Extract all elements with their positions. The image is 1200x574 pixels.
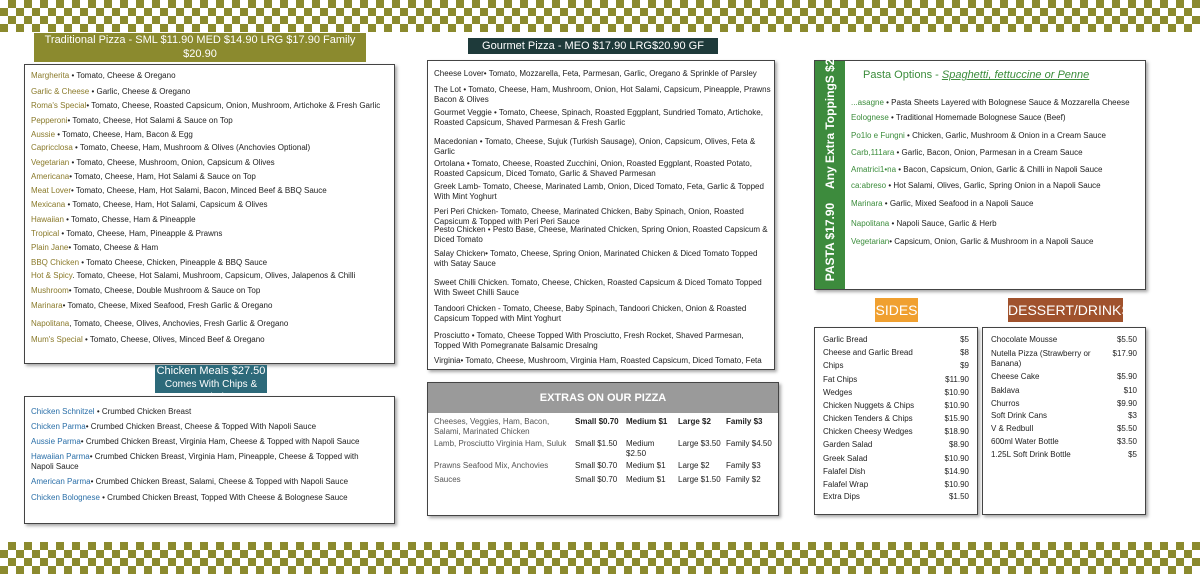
- pizza-name: Margherita: [31, 71, 70, 80]
- side-name: Garlic Bread: [823, 335, 868, 344]
- pizza-name: Napolitana: [31, 319, 70, 328]
- pasta-description: • Napoli Sauce, Garlic & Herb: [889, 219, 997, 228]
- pizza-name: Mum's Special: [31, 335, 83, 344]
- pizza-description: • Tomato, Cheese, Ham, Mushroom & Olives (Anchovies Optional): [72, 143, 311, 152]
- side-name: Chicken Cheesy Wedges: [823, 427, 913, 436]
- extras-large: Large $2: [678, 417, 711, 426]
- pasta-description: • Bacon, Capsicum, Onion, Garlic & Chilli in Napoli Sauce: [896, 165, 1103, 174]
- gourmet-pizza-item: Gourmet Veggie • Tomato, Cheese, Spinach, Roasted Eggplant, Sundried Tomato, Artichoke, Roasted Capsicum, Shaved Parmesan & Fresh Garlic: [434, 108, 763, 127]
- pasta-item: [851, 237, 1093, 247]
- gourmet-pizza-title: Gourmet Pizza - MEO $17.90 LRG$20.90 GF: [482, 40, 704, 52]
- chicken-meal-item: [31, 407, 381, 417]
- dessert-title: DESSERT/DRINKS: [1008, 302, 1131, 318]
- gourmet-pizza-item: Salay Chicken• Tomato, Cheese, Spring Onion, Marinated Chicken & Diced Tomato Topped with Satay Sauce: [434, 249, 758, 268]
- chicken-meals-price: Chicken Meals $27.50: [156, 365, 266, 377]
- dessert-item: [991, 411, 1137, 421]
- pasta-description: • Garlic, Bacon, Onion, Parmesan in a Cream Sauce: [894, 148, 1083, 157]
- gourmet-pizza-item: Ortolana • Tomato, Cheese, Roasted Zucchini, Onion, Roasted Eggplant, Roasted Potato, Roasted Capsicum, Diced Tomato, Garlic & Shaved Parmesan: [434, 159, 752, 178]
- side-price: $8.90: [948, 440, 969, 449]
- pizza-description: • Tomato, Cheese, Ham, Hot Salami & Sauce on Top: [69, 172, 256, 181]
- traditional-pizza-item: [31, 335, 265, 345]
- extras-small: Small $1.50: [575, 439, 618, 448]
- pasta-item: [851, 199, 1033, 209]
- dessert-name: Chocolate Mousse: [991, 335, 1058, 344]
- traditional-pizza-item: [31, 200, 268, 210]
- dessert-item: [991, 399, 1137, 409]
- pasta-name: Eolognese: [851, 113, 889, 122]
- side-price: $10.90: [944, 480, 969, 489]
- pizza-name: Mushroom: [31, 286, 69, 295]
- side-price: $8: [960, 348, 969, 357]
- pizza-description: • Tomato Cheese, Chicken, Pineapple & BBQ Sauce: [79, 258, 268, 267]
- pizza-name: Capricclosa: [31, 143, 73, 152]
- side-name: Chicken Tenders & Chips: [823, 414, 913, 423]
- pizza-name: Americana: [31, 172, 70, 181]
- sides-header: [875, 298, 918, 322]
- pizza-description: • Tomato, Cheese, Ham, Hot Salami, Bacon, Minced Beef & BBQ Sauce: [71, 186, 327, 195]
- pizza-name: Hawaiian: [31, 215, 64, 224]
- chicken-meal-name: American Parma: [31, 477, 91, 486]
- extras-family: Family $2: [726, 475, 761, 484]
- pasta-item: [851, 181, 1101, 191]
- pizza-description: • Tomato, Cheese, Mushroom, Onion, Capsicum & Olives: [69, 158, 275, 167]
- gourmet-pizza-item: Prosciutto • Tomato, Cheese Topped With Prosciutto, Fresh Rocket, Shaved Parmesan, Topped With Pomegranate Balsamic Dresalng: [434, 331, 744, 350]
- pasta-extra-toppings: Any Extra ToppingS $2: [823, 58, 837, 189]
- extras-panel: [427, 382, 779, 516]
- pizza-name: Pepperoni: [31, 116, 68, 125]
- extras-label: Sauces: [434, 475, 461, 484]
- pasta-item: [851, 165, 1103, 175]
- traditional-pizza-item: [31, 172, 256, 182]
- extras-title: EXTRAS ON OUR PIZZA: [539, 392, 667, 404]
- pasta-name: Marinara: [851, 199, 883, 208]
- traditional-pizza-item: [31, 319, 288, 329]
- chicken-meal-item: [31, 437, 381, 447]
- chicken-meal-name: Chicken Schnitzel: [31, 407, 95, 416]
- dessert-item: [991, 386, 1137, 396]
- traditional-pizza-header: [34, 33, 366, 62]
- traditional-pizza-item: [31, 286, 260, 296]
- pizza-description: • Tomato, Cheese, Hot Salami & Sauce on Top: [67, 116, 233, 125]
- side-price: $1.50: [948, 492, 969, 501]
- chicken-meal-description: • Crumbed Chicken Breast, Virginia Ham, Pineapple, Cheese & Topped with Napoli Sauce: [31, 452, 359, 471]
- pizza-description: • Tomato, Cheese, Ham, Hot Salami, Capsicum & Olives: [65, 200, 268, 209]
- pasta-side-banner: [815, 58, 845, 289]
- extras-small: Small $0.70: [575, 417, 619, 426]
- extras-medium: Medium $2.50: [626, 439, 655, 458]
- pizza-name: Vegetarian: [31, 158, 70, 167]
- pasta-name: Napolitana: [851, 219, 890, 228]
- dessert-price: $17.90: [1112, 349, 1137, 358]
- extras-family: Family $3: [726, 461, 761, 470]
- pasta-item: [851, 98, 1130, 108]
- pasta-description: • Chicken, Garlic, Mushroom & Onion in a Cream Sauce: [904, 131, 1106, 140]
- pasta-name: Po1lo e Fungni: [851, 131, 905, 140]
- pasta-description: • Traditional Homemade Bolognese Sauce (Beef): [888, 113, 1066, 122]
- traditional-pizza-item: [31, 243, 158, 253]
- pasta-description: • Pasta Sheets Layered with Bolognese Sauce & Mozzarella Cheese: [883, 98, 1130, 107]
- pizza-description: • Tomato, Cheese, Ham, Pineapple & Prawns: [59, 229, 223, 238]
- side-item: [823, 375, 969, 385]
- pasta-description: • Garlic, Mixed Seafood in a Napoli Sauce: [882, 199, 1034, 208]
- pasta-item: [851, 148, 1083, 158]
- side-name: Chips: [823, 361, 844, 370]
- chicken-meal-name: Chicken Bolognese: [31, 493, 100, 502]
- pasta-price: PASTA $17.90: [823, 202, 837, 282]
- chicken-meal-item: [31, 422, 381, 432]
- traditional-pizza-item: [31, 143, 310, 153]
- side-name: Garden Salad: [823, 440, 873, 449]
- traditional-pizza-item: [31, 258, 267, 268]
- checker-border-top: [0, 0, 1200, 32]
- pizza-name: Plain Jane: [31, 243, 69, 252]
- traditional-pizza-item: [31, 158, 275, 168]
- dessert-item: [991, 335, 1137, 345]
- pasta-description: • Capsicum, Onion, Garlic & Mushroom in a Napoli Sauce: [889, 237, 1094, 246]
- side-name: Falafel Dish: [823, 467, 866, 476]
- side-price: $5: [960, 335, 969, 344]
- pizza-description: • Tomato, Chesse, Ham & Pineapple: [63, 215, 196, 224]
- dessert-item: [991, 372, 1137, 382]
- side-item: [823, 401, 969, 411]
- extras-medium: Medium $1: [626, 461, 666, 470]
- pizza-name: Meat Lover: [31, 186, 72, 195]
- pasta-item: [851, 113, 1066, 123]
- chicken-meal-description: • Crumbed Chicken Breast: [94, 407, 192, 416]
- chicken-meal-name: Aussie Parma: [31, 437, 81, 446]
- dessert-name: Baklava: [991, 386, 1020, 395]
- pizza-name: Aussie: [31, 130, 56, 139]
- sides-list: [814, 327, 978, 515]
- extras-small: Small $0.70: [575, 461, 618, 470]
- extras-large: Large $1.50: [678, 475, 721, 484]
- side-item: [823, 335, 969, 345]
- chicken-meal-item: [31, 493, 381, 503]
- pizza-description: . Tomato, Cheese, Hot Salami, Mushroom, Capsicum, Olives, Jalapenos & Chilli: [72, 271, 356, 280]
- sides-title: SIDES: [875, 302, 918, 318]
- chicken-meal-description: • Crumbed Chicken Breast, Virginia Ham, Cheese & Topped with Napoli Sauce: [80, 437, 360, 446]
- pasta-name: ...asagne: [851, 98, 884, 107]
- dessert-name: V & Redbull: [991, 424, 1034, 433]
- extras-family: Family $4.50: [726, 439, 772, 448]
- chicken-meals-header: [155, 365, 267, 393]
- pizza-name: Marinara: [31, 301, 63, 310]
- extras-label: Prawns Seafood Mix, Anchovies: [434, 461, 549, 470]
- side-price: $10.90: [944, 401, 969, 410]
- chicken-meal-item: [31, 452, 381, 472]
- chicken-meals-list: [24, 396, 395, 524]
- pizza-description: • Garlic, Cheese & Oregano: [89, 87, 191, 96]
- gourmet-pizza-item: Pesto Chicken • Pesto Base, Cheese, Marinated Chicken, Spring Onion, Roasted Capsicum & Diced Tomato: [434, 225, 768, 244]
- side-price: $14.90: [944, 467, 969, 476]
- extras-large: Large $2: [678, 461, 710, 470]
- side-item: [823, 414, 969, 424]
- side-price: $15.90: [944, 414, 969, 423]
- traditional-pizza-item: [31, 101, 380, 111]
- gourmet-pizza-item: Cheese Lover• Tomato, Mozzarella, Feta, Parmesan, Garlic, Oregano & Sprinkle of Parsley: [434, 69, 757, 78]
- gourmet-pizza-item: Virginia• Tomato, Cheese, Mushroom, Virginia Ham, Roasted Capsicum, Diced Tomato, Feta: [434, 356, 762, 365]
- pizza-name: Mexicana: [31, 200, 66, 209]
- dessert-name: Cheese Cake: [991, 372, 1040, 381]
- dessert-header: [1008, 298, 1131, 322]
- extras-small: Small $0.70: [575, 475, 618, 484]
- side-item: [823, 427, 969, 437]
- traditional-pizza-item: [31, 116, 233, 126]
- side-name: Cheese and Garlic Bread: [823, 348, 913, 357]
- dessert-price: $3.50: [1116, 437, 1137, 446]
- dessert-price: $10: [1123, 386, 1137, 395]
- chicken-meal-item: [31, 477, 381, 487]
- pizza-name: Garlic & Cheese: [31, 87, 90, 96]
- dessert-name: Nutella Pizza (Strawberry or Banana): [991, 349, 1091, 368]
- dessert-price: $9.90: [1116, 399, 1137, 408]
- traditional-pizza-prices: Traditional Pizza - SML $11.90 MED $14.90 LRG $17.90 Family $20.90: [44, 34, 356, 60]
- dessert-name: 600ml Water Bottle: [991, 437, 1059, 446]
- pizza-description: • Tomato, Cheese, Roasted Capsicum, Onion, Mushroom, Artichoke & Fresh Garlic: [86, 101, 381, 110]
- dessert-list: [982, 327, 1146, 515]
- dessert-item: [991, 437, 1137, 447]
- pizza-name: Roma's Special: [31, 101, 87, 110]
- side-item: [823, 480, 969, 490]
- side-item: [823, 388, 969, 398]
- gourmet-pizza-item: Macedonian • Tomato, Cheese, Sujuk (Turkish Sausage), Onion, Capsicum, Olives, Feta & Garlic: [434, 137, 756, 156]
- traditional-pizza-item: [31, 301, 272, 311]
- pizza-name: Hot & Spicy: [31, 271, 73, 280]
- pizza-name: Tropical: [31, 229, 60, 238]
- pizza-name: BBQ Chicken: [31, 258, 80, 267]
- pasta-name: Vegetarian: [851, 237, 890, 246]
- pasta-options: [863, 69, 1089, 81]
- chicken-meal-name: Hawaiian Parma: [31, 452, 90, 461]
- dessert-item: [991, 349, 1137, 369]
- pasta-name: Carb,111ara: [851, 148, 895, 157]
- extras-medium: Medium $1: [626, 475, 666, 484]
- pizza-description: • Tomato, Cheese & Oregano: [69, 71, 176, 80]
- gourmet-pizza-item: Tandoori Chicken - Tomato, Cheese, Baby Spinach, Tandoori Chicken, Onion & Roasted Capsicum Topped with Mint Yoghurt: [434, 304, 747, 323]
- pasta-name: Amatrici1•na: [851, 165, 897, 174]
- side-price: $10.90: [944, 388, 969, 397]
- dessert-item: [991, 424, 1137, 434]
- pizza-description: • Tomato, Cheese, Mixed Seafood, Fresh Garlic & Oregano: [62, 301, 273, 310]
- gourmet-pizza-item: Peri Peri Chicken- Tomato, Cheese, Marinated Chicken, Baby Spinach, Onion, Roasted Capsicum & Topped with Peri Peri Sauce: [434, 207, 744, 226]
- side-item: [823, 361, 969, 371]
- gourmet-pizza-item: Greek Lamb- Tomato, Cheese, Marinated Lamb, Onion, Diced Tomato, Feta, Garlic & Topped With Mint Yoghurt: [434, 182, 764, 201]
- side-item: [823, 348, 969, 358]
- chicken-meal-description: • Crumbed Chicken Breast, Salami, Cheese & Topped with Napoli Sauce: [90, 477, 349, 486]
- side-name: Extra Dips: [823, 492, 860, 501]
- side-item: [823, 440, 969, 450]
- gourmet-pizza-header: [468, 38, 718, 54]
- side-item: [823, 467, 969, 477]
- traditional-pizza-item: [31, 87, 190, 97]
- pizza-description: • Tomato, Cheese, Double Mushroom & Sauce on Top: [68, 286, 261, 295]
- extras-medium: Medium $1: [626, 417, 668, 426]
- pasta-description: • Hot Salami, Olives, Garlic, Spring Onion in a Napoli Sauce: [886, 181, 1101, 190]
- dessert-item: [991, 450, 1137, 460]
- traditional-pizza-item: [31, 229, 222, 239]
- extras-label: Lamb, Prosciutto Virginia Ham, Suluk: [434, 439, 567, 448]
- traditional-pizza-item: [31, 130, 193, 140]
- gourmet-pizza-item: The Lot • Tomato, Cheese, Ham, Mushroom, Onion, Hot Salami, Capsicum, Pineapple, Prawns Bacon & Olives: [434, 85, 771, 104]
- chicken-meals-note: Comes With Chips &: [164, 379, 258, 390]
- traditional-pizza-list: [24, 64, 395, 364]
- dessert-name: Churros: [991, 399, 1020, 408]
- traditional-pizza-item: [31, 215, 196, 225]
- side-name: Wedges: [823, 388, 853, 397]
- pasta-item: [851, 219, 997, 229]
- chicken-meal-description: • Crumbed Chicken Breast, Topped With Cheese & Bolognese Sauce: [99, 493, 348, 502]
- pasta-name: ca:abreso: [851, 181, 887, 190]
- pizza-description: , Tomato, Cheese, Olives, Anchovies, Fresh Garlic & Oregano: [69, 319, 289, 328]
- checker-border-bottom: [0, 542, 1200, 574]
- pizza-description: • Tomato, Cheese & Ham: [68, 243, 159, 252]
- side-name: Fat Chips: [823, 375, 858, 384]
- pizza-description: • Tomato, Cheese, Ham, Bacon & Egg: [55, 130, 193, 139]
- dessert-price: $5: [1128, 450, 1137, 459]
- traditional-pizza-item: [31, 71, 176, 81]
- dessert-price: $5.90: [1116, 372, 1137, 381]
- pasta-options-types: Spaghetti, fettuccine or Penne: [941, 69, 1090, 81]
- pasta-panel: [814, 60, 1146, 290]
- side-price: $10.90: [944, 454, 969, 463]
- side-price: $11.90: [945, 375, 969, 384]
- extras-header: [428, 383, 778, 413]
- side-name: Falafel Wrap: [823, 480, 869, 489]
- traditional-pizza-item: [31, 186, 327, 196]
- side-item: [823, 492, 969, 502]
- dessert-price: $3: [1128, 411, 1137, 420]
- side-name: Greek Salad: [823, 454, 868, 463]
- extras-family: Family $3: [726, 417, 763, 426]
- extras-label: Cheeses, Veggies, Ham, Bacon, Salami, Marinated Chicken: [434, 417, 550, 436]
- dessert-price: $5.50: [1116, 424, 1137, 433]
- pizza-description: • Tomato, Cheese, Olives, Minced Beef & Oregano: [82, 335, 265, 344]
- traditional-pizza-item: [31, 271, 355, 281]
- dessert-price: $5.50: [1116, 335, 1137, 344]
- pasta-options-label: Pasta Options -: [863, 69, 942, 81]
- gourmet-pizza-list: [427, 60, 775, 370]
- gourmet-pizza-item: Sweet Chilli Chicken. Tomato, Cheese, Chicken, Roasted Capsicum & Diced Tomato Topped With Sweet Chilli Sauce: [434, 278, 762, 297]
- side-item: [823, 454, 969, 464]
- extras-large: Large $3.50: [678, 439, 721, 448]
- pasta-item: [851, 131, 1106, 141]
- dessert-name: Soft Drink Cans: [991, 411, 1048, 420]
- dessert-name: 1.25L Soft Drink Bottle: [991, 450, 1071, 459]
- side-price: $18.90: [944, 427, 969, 436]
- side-price: $9: [960, 361, 969, 370]
- chicken-meal-name: Chicken Parma: [31, 422, 86, 431]
- side-name: Chicken Nuggets & Chips: [823, 401, 915, 410]
- chicken-meal-description: • Crumbed Chicken Breast, Cheese & Topped With Napoli Sauce: [85, 422, 317, 431]
